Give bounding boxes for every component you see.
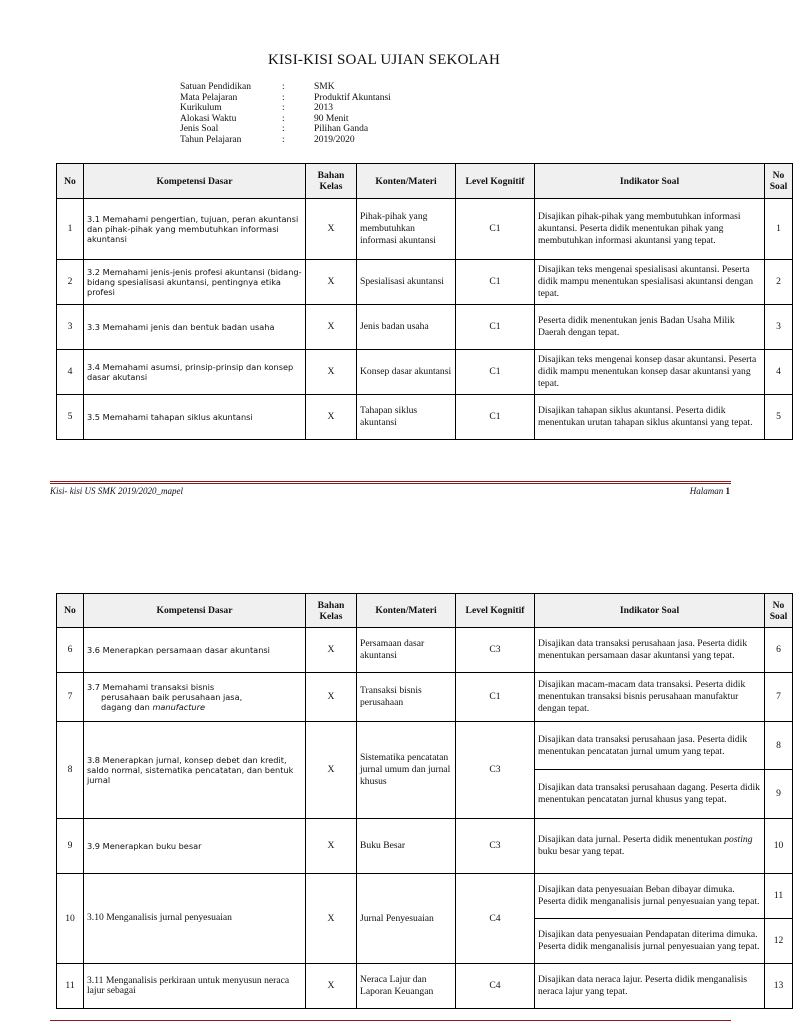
cell-kompetensi: 3.10 Menganalisis jurnal penyesuaian <box>84 874 306 964</box>
table-row <box>57 260 793 305</box>
meta-label: Tahun Pelajaran <box>180 134 242 145</box>
cell-indikator: Disajikan teks mengenai spesialisasi akuntansi. Peserta didik mampu menentukan spesialisasi akuntansi dengan tepat. <box>535 260 765 305</box>
cell-konten: Spesialisasi akuntansi <box>357 260 456 305</box>
cell-konten: Transaksi bisnis perusahaan <box>357 673 456 722</box>
cell-no-soal: 6 <box>765 628 793 673</box>
meta-label: Kurikulum <box>180 103 222 113</box>
meta-colon: : <box>282 92 285 103</box>
footer-page-number <box>690 486 730 496</box>
meta-value: 2013 <box>314 103 333 113</box>
meta-row <box>180 135 391 146</box>
cell-no: 9 <box>57 819 84 874</box>
cell-bahan: X <box>306 722 357 819</box>
kd-line: perusahaan baik perusahaan jasa, <box>101 691 243 702</box>
meta-value: Produktif Akuntansi <box>314 92 391 103</box>
meta-colon: : <box>282 134 285 145</box>
meta-row <box>180 93 391 104</box>
cell-no: 1 <box>57 199 84 260</box>
cell-kompetensi: 3.1 Memahami pengertian, tujuan, peran akuntansi dan pihak-pihak yang membutuhkan informasi akuntansi <box>84 199 306 260</box>
meta-value: Pilihan Ganda <box>314 124 369 134</box>
table-header-row <box>57 594 793 628</box>
cell-no: 7 <box>57 673 84 722</box>
cell-indikator: Disajikan teks mengenai konsep dasar akuntansi. Peserta didik mampu menentukan konsep dasar akuntansi yang tepat. <box>535 350 765 395</box>
cell-kompetensi: 3.2 Memahami jenis-jenis profesi akuntansi (bidang-bidang spesialisasi akuntansi, pentingnya etika profesi <box>84 260 306 305</box>
cell-kompetensi <box>84 673 306 722</box>
footer-page-label: Halaman <box>689 486 724 496</box>
cell-indikator: Disajikan data transaksi perusahaan jasa. Peserta didik menentukan pencatatan jurnal umum yang tepat. <box>535 722 765 770</box>
col-header-no: No <box>57 594 84 628</box>
cell-no: 3 <box>57 305 84 350</box>
cell-bahan: X <box>306 305 357 350</box>
cell-no: 5 <box>57 395 84 440</box>
cell-bahan: X <box>306 628 357 673</box>
col-header-no-soal: No Soal <box>765 594 793 628</box>
indikator-text: Disajikan data jurnal. Peserta didik menentukan <box>538 834 722 846</box>
cell-bahan: X <box>306 964 357 1009</box>
indikator-italic: posting <box>724 834 753 846</box>
kd-italic: manufacture <box>152 702 206 713</box>
cell-no: 4 <box>57 350 84 395</box>
cell-bahan: X <box>306 350 357 395</box>
cell-level: C4 <box>456 964 535 1009</box>
cell-konten: Jenis badan usaha <box>357 305 456 350</box>
cell-no-soal: 2 <box>765 260 793 305</box>
cell-kompetensi: 3.9 Menerapkan buku besar <box>84 819 306 874</box>
cell-no: 6 <box>57 628 84 673</box>
cell-indikator: Disajikan tahapan siklus akuntansi. Peserta didik menentukan urutan tahapan siklus akuntansi yang tepat. <box>535 395 765 440</box>
cell-indikator: Disajikan macam-macam data transaksi. Peserta didik menentukan transaksi bisnis perusahaan manufaktur dengan tepat. <box>535 673 765 722</box>
col-header-konten: Konten/Materi <box>357 594 456 628</box>
table-row <box>57 673 793 722</box>
cell-bahan: X <box>306 199 357 260</box>
table-row <box>57 819 793 874</box>
table-row <box>57 964 793 1009</box>
cell-no-soal: 4 <box>765 350 793 395</box>
cell-level: C1 <box>456 260 535 305</box>
col-header-no: No <box>57 164 84 199</box>
table-row <box>57 722 793 770</box>
meta-row <box>180 114 391 125</box>
cell-no: 2 <box>57 260 84 305</box>
cell-no-soal: 13 <box>765 964 793 1009</box>
cell-kompetensi: 3.3 Memahami jenis dan bentuk badan usaha <box>84 305 306 350</box>
cell-level: C1 <box>456 199 535 260</box>
meta-row <box>180 82 391 93</box>
kisi-table-page-2 <box>56 593 793 1009</box>
meta-value: 90 Menit <box>314 113 349 124</box>
meta-row <box>180 103 391 114</box>
meta-label: Alokasi Waktu <box>180 113 237 124</box>
footer-divider <box>50 481 731 484</box>
cell-level: C4 <box>456 874 535 964</box>
cell-kompetensi: 3.6 Menerapkan persamaan dasar akuntansi <box>84 628 306 673</box>
cell-level: C1 <box>456 305 535 350</box>
col-header-bahan-kelas: Bahan Kelas <box>306 164 357 199</box>
table-row <box>57 395 793 440</box>
kd-line <box>87 702 205 712</box>
cell-konten: Tahapan siklus akuntansi <box>357 395 456 440</box>
meta-row <box>180 124 391 135</box>
cell-level: C1 <box>456 395 535 440</box>
cell-no-soal: 9 <box>765 770 793 819</box>
table-row <box>57 350 793 395</box>
cell-no-soal: 1 <box>765 199 793 260</box>
meta-label: Satuan Pendidikan <box>180 82 251 92</box>
table-row <box>57 305 793 350</box>
cell-bahan: X <box>306 260 357 305</box>
cell-level: C3 <box>456 722 535 819</box>
table-row <box>57 874 793 919</box>
cell-level: C1 <box>456 350 535 395</box>
cell-no: 10 <box>57 874 84 964</box>
col-header-konten: Konten/Materi <box>357 164 456 199</box>
col-header-bahan-kelas: Bahan Kelas <box>306 594 357 628</box>
cell-indikator: Disajikan data penyesuaian Beban dibayar dimuka. Peserta didik menganalisis jurnal penyesuaian yang tepat. <box>535 874 765 919</box>
cell-level: C3 <box>456 819 535 874</box>
cell-no-soal: 3 <box>765 305 793 350</box>
page-bottom-divider <box>50 1020 731 1021</box>
cell-indikator <box>535 819 765 874</box>
indikator-text: buku besar yang tepat. <box>538 846 625 857</box>
table-row <box>57 628 793 673</box>
cell-bahan: X <box>306 874 357 964</box>
cell-konten: Neraca Lajur dan Laporan Keuangan <box>357 964 456 1009</box>
document-meta <box>180 82 391 145</box>
cell-konten: Pihak-pihak yang membutuhkan informasi akuntansi <box>357 199 456 260</box>
cell-bahan: X <box>306 673 357 722</box>
meta-colon: : <box>282 113 285 124</box>
kd-text: dagang dan <box>101 702 150 713</box>
cell-no-soal: 10 <box>765 819 793 874</box>
cell-kompetensi: 3.8 Menerapkan jurnal, konsep debet dan kredit, saldo normal, sistematika pencatatan, dan bentuk jurnal <box>84 722 306 819</box>
kd-line: 3.7 Memahami transaksi bisnis <box>87 681 215 692</box>
cell-konten: Konsep dasar akuntansi <box>357 350 456 395</box>
cell-no-soal: 11 <box>765 874 793 919</box>
cell-kompetensi: 3.5 Memahami tahapan siklus akuntansi <box>84 395 306 440</box>
cell-no: 11 <box>57 964 84 1009</box>
cell-level: C1 <box>456 673 535 722</box>
meta-label: Mata Pelajaran <box>180 92 238 103</box>
meta-label: Jenis Soal <box>180 124 219 134</box>
kisi-table-page-1 <box>56 163 793 440</box>
cell-indikator: Disajikan data penyesuaian Pendapatan diterima dimuka. Peserta didik menganalisis jurnal penyesuaian yang tepat. <box>535 919 765 964</box>
col-header-level: Level Kognitif <box>456 164 535 199</box>
cell-kompetensi: 3.4 Memahami asumsi, prinsip-prinsip dan konsep dasar akutansi <box>84 350 306 395</box>
meta-colon: : <box>282 103 285 113</box>
cell-no-soal: 12 <box>765 919 793 964</box>
cell-no-soal: 7 <box>765 673 793 722</box>
cell-no-soal: 5 <box>765 395 793 440</box>
col-header-indikator: Indikator Soal <box>535 594 765 628</box>
col-header-no-soal: No Soal <box>765 164 793 199</box>
footer-document-name: Kisi- kisi US SMK 2019/2020_mapel <box>50 486 183 496</box>
cell-indikator: Disajikan data transaksi perusahaan jasa. Peserta didik menentukan persamaan dasar akuntansi yang tepat. <box>535 628 765 673</box>
col-header-indikator: Indikator Soal <box>535 164 765 199</box>
cell-indikator: Disajikan data neraca lajur. Peserta didik menganalisis neraca lajur yang tepat. <box>535 964 765 1009</box>
cell-konten: Buku Besar <box>357 819 456 874</box>
page-title: KISI-KISI SOAL UJIAN SEKOLAH <box>267 52 501 68</box>
cell-indikator: Disajikan pihak-pihak yang membutuhkan informasi akuntansi. Peserta didik menentukan pihak yang membutuhkan informasi akuntansi yang tepat. <box>535 199 765 260</box>
footer-page-value: 1 <box>725 486 730 496</box>
cell-no-soal: 8 <box>765 722 793 770</box>
col-header-kompetensi: Kompetensi Dasar <box>84 164 306 199</box>
cell-konten: Persamaan dasar akuntansi <box>357 628 456 673</box>
meta-colon: : <box>282 82 285 92</box>
table-header-row <box>57 164 793 199</box>
meta-value: 2019/2020 <box>314 134 355 145</box>
table-row <box>57 199 793 260</box>
cell-konten: Sistematika pencatatan jurnal umum dan jurnal khusus <box>357 722 456 819</box>
col-header-kompetensi: Kompetensi Dasar <box>84 594 306 628</box>
cell-indikator: Peserta didik menentukan jenis Badan Usaha Milik Daerah dengan tepat. <box>535 305 765 350</box>
meta-colon: : <box>282 124 285 134</box>
cell-indikator: Disajikan data transaksi perusahaan dagang. Peserta didik menentukan pencatatan jurnal khusus yang tepat. <box>535 770 765 819</box>
cell-konten: Jurnal Penyesuaian <box>357 874 456 964</box>
cell-no: 8 <box>57 722 84 819</box>
cell-bahan: X <box>306 819 357 874</box>
cell-kompetensi: 3.11 Menganalisis perkiraan untuk menyusun neraca lajur sebagai <box>84 964 306 1009</box>
cell-level: C3 <box>456 628 535 673</box>
col-header-level: Level Kognitif <box>456 594 535 628</box>
meta-value: SMK <box>314 82 335 92</box>
cell-bahan: X <box>306 395 357 440</box>
